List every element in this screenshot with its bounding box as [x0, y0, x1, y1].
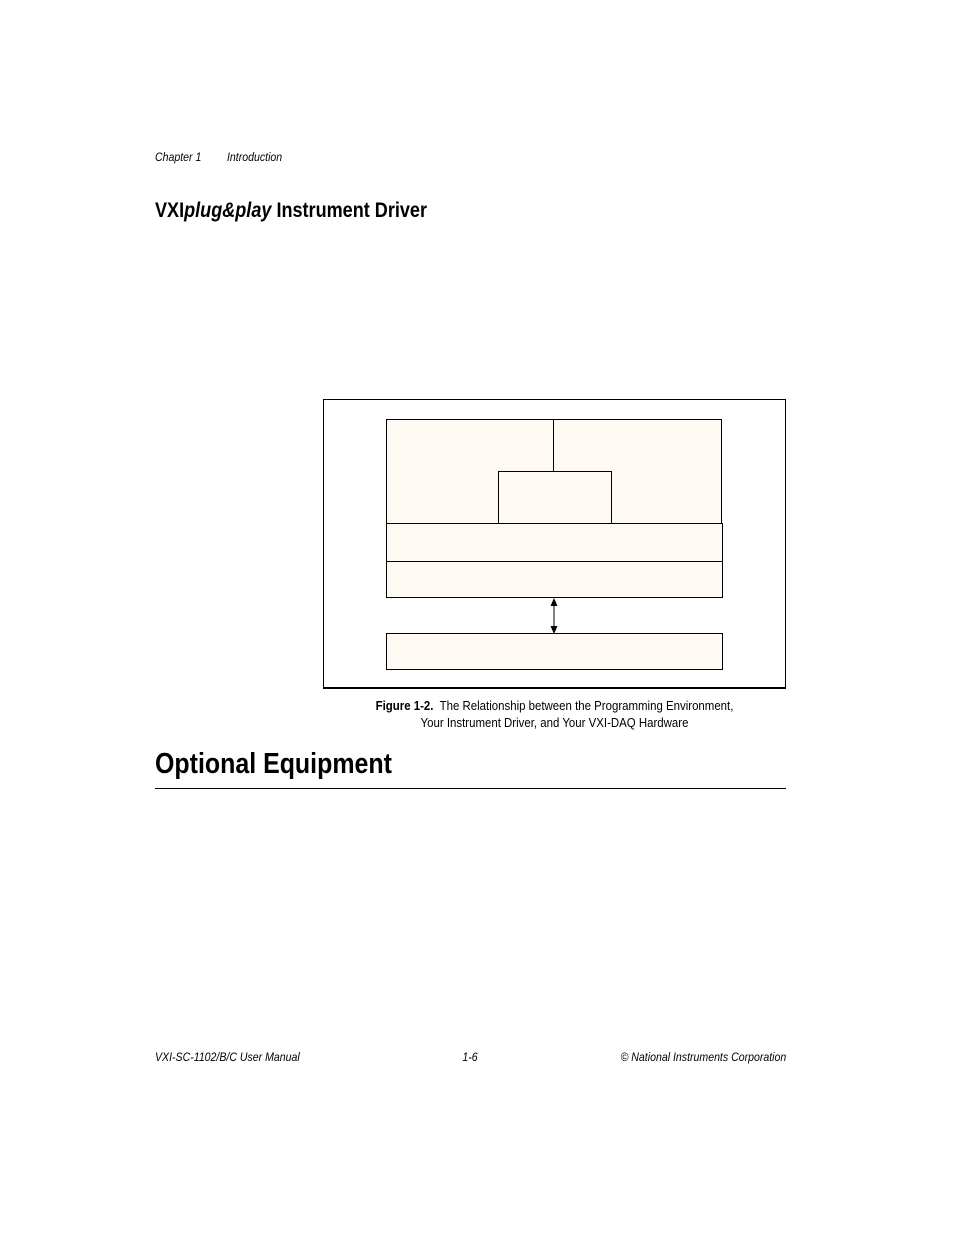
heading-rule [155, 788, 786, 789]
section-title-suffix: Instrument Driver [271, 199, 427, 222]
diagram-layer-upper [386, 523, 723, 562]
running-header-chapter: Chapter 1 [155, 150, 202, 164]
section-title-prefix: VXI [155, 199, 185, 222]
figure-label: Figure 1-2. [375, 698, 434, 713]
running-header-section: Introduction [227, 150, 283, 164]
section-title [155, 199, 427, 223]
double-arrow-icon [544, 598, 564, 634]
figure-caption-line2: Your Instrument Driver, and Your VXI-DAQ Hardware [420, 715, 689, 730]
figure-caption-text1: The Relationship between the Programming Environment, [439, 698, 734, 713]
figure-diagram [323, 399, 786, 689]
diagram-box-hardware [386, 633, 723, 670]
diagram-layer-lower [386, 561, 723, 598]
heading-optional-equipment: Optional Equipment [155, 748, 392, 780]
diagram-box-center [498, 471, 612, 524]
footer-manual-title: VXI-SC-1102/B/C User Manual [155, 1050, 300, 1064]
section-title-italic: plug&play [184, 199, 272, 222]
figure-caption-line1 [351, 698, 758, 713]
footer-page-number: 1-6 [462, 1050, 478, 1064]
footer-copyright: © National Instruments Corporation [620, 1050, 786, 1064]
